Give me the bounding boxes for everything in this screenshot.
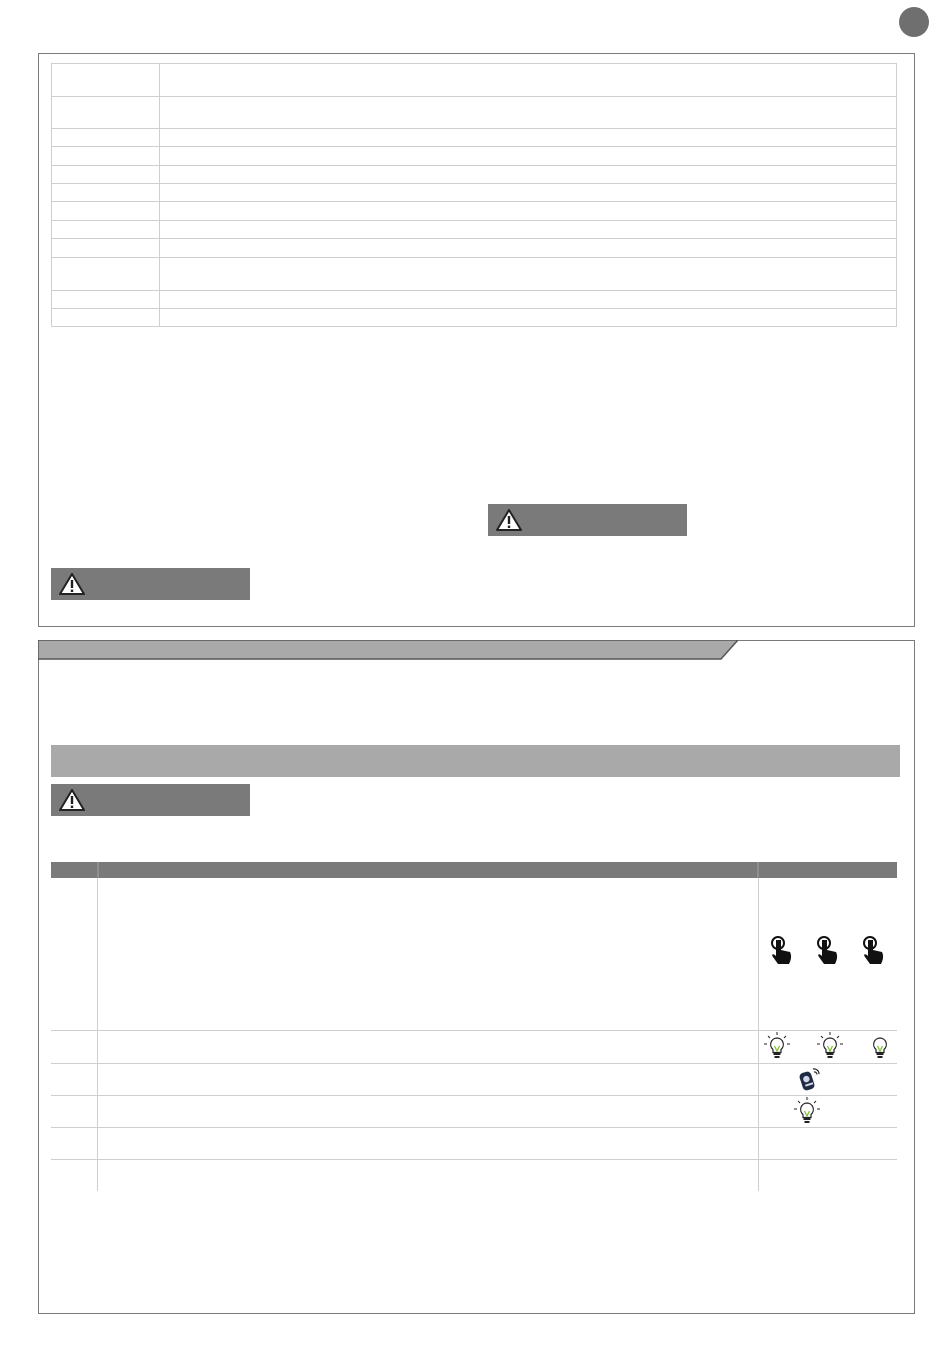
programming-section-panel xyxy=(38,640,915,1314)
table-column-divider xyxy=(758,878,759,1191)
specifications-table xyxy=(51,63,897,327)
table-row xyxy=(52,97,896,129)
table-row-divider xyxy=(51,1095,897,1096)
table-row xyxy=(52,184,896,202)
table-row xyxy=(52,239,896,258)
table-row xyxy=(52,309,896,327)
table-row xyxy=(52,221,896,239)
table-column-divider xyxy=(97,878,98,1191)
press-button-icon xyxy=(767,934,795,968)
procedure-table-header xyxy=(51,862,897,878)
press-button-icon xyxy=(813,934,841,968)
warning-triangle-icon xyxy=(58,572,86,596)
remote-control-icon xyxy=(797,1066,823,1094)
led-on-icon xyxy=(866,1031,894,1061)
table-row xyxy=(52,129,896,147)
table-row-divider xyxy=(51,1127,897,1128)
warning-box xyxy=(51,784,250,816)
section-header-tab xyxy=(38,640,738,660)
table-row xyxy=(52,64,896,97)
led-flashing-icon xyxy=(816,1031,844,1061)
table-row xyxy=(52,258,896,291)
page-number-badge xyxy=(899,7,929,37)
table-row xyxy=(52,147,896,166)
header-column-divider xyxy=(97,862,99,878)
table-row xyxy=(52,291,896,309)
led-flashing-icon xyxy=(793,1096,821,1126)
warning-triangle-icon xyxy=(58,788,86,812)
warning-triangle-icon xyxy=(495,508,523,532)
press-button-icon xyxy=(859,934,887,968)
warning-box xyxy=(488,504,687,536)
header-column-divider xyxy=(757,862,759,878)
table-row xyxy=(52,202,896,221)
warning-box xyxy=(51,568,250,600)
table-row-divider xyxy=(51,1159,897,1160)
table-row xyxy=(52,166,896,184)
table-row-divider xyxy=(51,1063,897,1064)
subsection-title-bar xyxy=(51,745,900,777)
led-flashing-icon xyxy=(763,1031,791,1061)
